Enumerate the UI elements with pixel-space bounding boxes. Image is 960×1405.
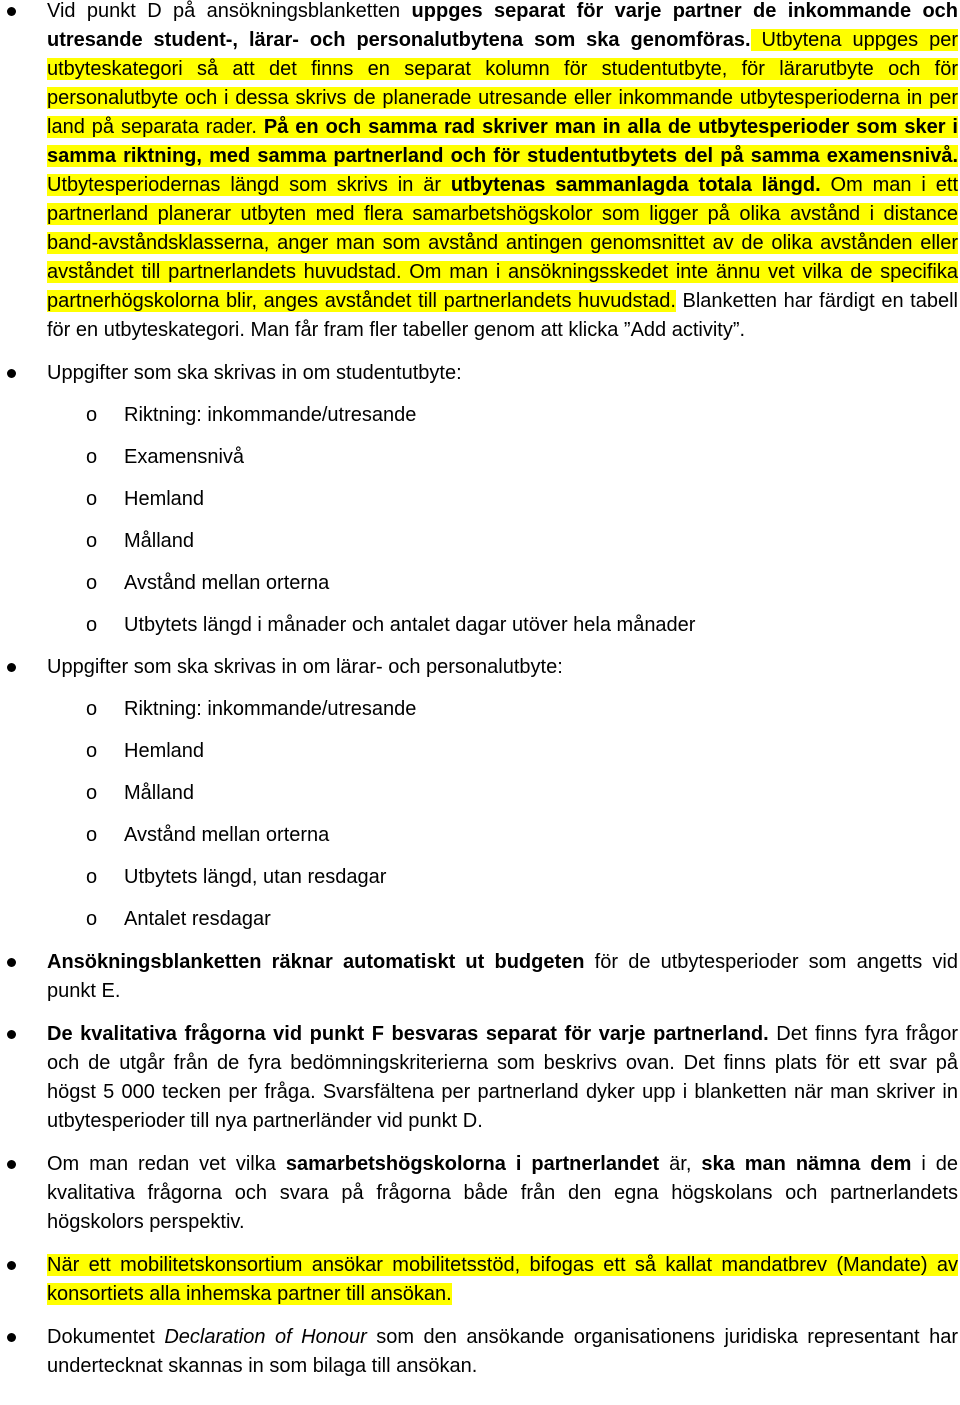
text-run: Dokumentet <box>47 1326 165 1348</box>
sublist-item <box>0 905 960 947</box>
list-item-student <box>0 359 960 388</box>
circle-marker-icon: o <box>86 698 98 720</box>
text-run: Det finns fyra frågor och de utgår från de fyra bedömningskriterierna som beskrivs ovan. Det finns plats för ett svar på högst 5 000 tecken per fråga. Svarsfältena per partnerland dyker upp i blanketten när man skriver in utbytesperioder till nya partnerländer vid punkt D. <box>47 1023 958 1132</box>
sublist-item-text: Riktning: inkommande/utresande <box>124 404 417 426</box>
paragraph-consortium <box>47 1251 958 1309</box>
sublist-item <box>0 695 960 737</box>
bold-highlighted-run: utbytenas sammanlagda totala längd. <box>450 174 821 196</box>
sublist-item-text: Avstånd mellan orterna <box>124 824 330 846</box>
sublist-item <box>0 863 960 905</box>
circle-marker-icon: o <box>86 488 98 510</box>
bold-run: Ansökningsblanketten räknar automatiskt ut budgeten <box>47 951 585 973</box>
circle-marker-icon: o <box>86 614 98 636</box>
bullet-icon <box>7 1261 16 1270</box>
sublist-item <box>0 527 960 569</box>
circle-marker-icon: o <box>86 782 98 804</box>
sublist-item-text: Utbytets längd i månader och antalet dagar utöver hela månader <box>124 614 696 636</box>
bold-run: De kvalitativa frågorna vid punkt F besvaras separat för varje partnerland. <box>47 1023 769 1045</box>
list-item-budget <box>0 948 960 1006</box>
text-run: för de utbytesperioder som angetts vid punkt E. <box>47 951 958 1002</box>
paragraph-declaration <box>47 1323 958 1381</box>
text-run: som den ansökande organisationens juridiska representant har undertecknat skannas in som bilaga till ansökan. <box>47 1326 958 1377</box>
circle-marker-icon: o <box>86 908 98 930</box>
sublist-item <box>0 569 960 611</box>
circle-marker-icon: o <box>86 530 98 552</box>
sublist-item <box>0 611 960 653</box>
sublist-item <box>0 485 960 527</box>
sublist-item-text: Utbytets längd, utan resdagar <box>124 866 387 888</box>
highlighted-run: Utbytesperiodernas längd som skrivs in är <box>47 174 451 196</box>
staff-sublist-wrapper <box>0 695 960 947</box>
text-run: Vid punkt D på ansökningsblanketten <box>47 0 412 22</box>
highlighted-run: När ett mobilitetskonsortium ansökar mobilitetsstöd, bifogas ett så kallat mandatbrev (Mandate) av konsortiets alla inhemska partner till ansökan. <box>47 1254 958 1305</box>
highlighted-run: Utbytena uppges per utbyteskategori så att det finns en separat kolumn för studentutbyte, för lärarutbyte och för personalutbyte och i dessa skrivs de planerade utresande eller inkommande utbytesperioderna in per land på separata rader. <box>47 29 958 138</box>
bullet-icon <box>7 1030 16 1039</box>
circle-marker-icon: o <box>86 404 98 426</box>
sublist-item-text: Riktning: inkommande/utresande <box>124 698 417 720</box>
circle-marker-icon: o <box>86 740 98 762</box>
bullet-icon <box>7 663 16 672</box>
staff-heading: Uppgifter som ska skrivas in om lärar- och personalutbyte: <box>47 656 563 678</box>
circle-marker-icon: o <box>86 446 98 468</box>
paragraph-budget <box>47 948 958 1006</box>
paragraph-partner-institutions <box>47 1150 958 1237</box>
staff-sublist <box>0 695 960 947</box>
sublist-item-text: Antalet resdagar <box>124 908 271 930</box>
bullet-icon <box>7 1160 16 1169</box>
sublist-item-text: Avstånd mellan orterna <box>124 572 330 594</box>
text-run: är, <box>659 1153 702 1175</box>
sublist-item-text: Hemland <box>124 740 205 762</box>
highlighted-run: Om man i ett partnerland planerar utbyten med flera samarbetshögskolor som ligger på olika avstånd i distance band-avståndsklasserna, anger man som avstånd antingen genomsnittet av de olika avstånden eller avståndet till partnerlandets huvudstad. Om man i ansökningsskedet inte ännu vet vilka de specifika partnerhögskolorna blir, anges avståndet till partnerlandets huvudstad. <box>47 174 958 312</box>
bullet-icon <box>7 7 16 16</box>
sublist-item-text: Målland <box>124 530 195 552</box>
sublist-item <box>0 737 960 779</box>
bold-run: samarbetshögskolorna i partnerlandet <box>285 1153 660 1175</box>
list-item-consortium <box>0 1251 960 1309</box>
bullet-icon <box>7 369 16 378</box>
bold-run: ska man nämna dem <box>701 1153 912 1175</box>
bold-run: uppges separat för varje partner de inkommande och utresande student-, lärar- och personalutbytena som ska genomföras. <box>47 0 959 51</box>
bullet-icon <box>7 958 16 967</box>
list-item-partner-institutions <box>0 1150 960 1237</box>
list-item-declaration <box>0 1323 960 1381</box>
sublist-item-text: Hemland <box>124 488 205 510</box>
list-item-punkt-d <box>0 0 960 345</box>
circle-marker-icon: o <box>86 866 98 888</box>
sublist-item-text: Målland <box>124 782 195 804</box>
text-run: Blanketten har färdigt en tabell för en utbyteskategori. Man får fram fler tabeller genom att klicka ”Add activity”. <box>47 290 958 341</box>
sublist-item <box>0 443 960 485</box>
italic-run: Declaration of Honour <box>164 1326 367 1348</box>
sublist-item-text: Examensnivå <box>124 446 245 468</box>
bold-highlighted-run: På en och samma rad skriver man in alla de utbytesperioder som sker i samma riktning, med samma partnerland och för studentutbytets del på samma examensnivå. <box>47 116 958 167</box>
list-item-staff <box>0 653 960 682</box>
circle-marker-icon: o <box>86 824 98 846</box>
student-sublist <box>0 401 960 653</box>
student-sublist-wrapper <box>0 401 960 653</box>
sublist-item <box>0 779 960 821</box>
text-run: Om man redan vet vilka <box>47 1153 286 1175</box>
bullet-icon <box>7 1333 16 1342</box>
text-run: i de kvalitativa frågorna och svara på frågorna både från den egna högskolans och partnerlandets högskolors perspektiv. <box>47 1153 959 1233</box>
paragraph-punkt-d <box>47 0 958 345</box>
student-heading: Uppgifter som ska skrivas in om studentutbyte: <box>47 362 462 384</box>
sublist-item <box>0 821 960 863</box>
paragraph-qualitative <box>47 1020 958 1136</box>
sublist-item <box>0 401 960 443</box>
list-item-qualitative <box>0 1020 960 1136</box>
circle-marker-icon: o <box>86 572 98 594</box>
